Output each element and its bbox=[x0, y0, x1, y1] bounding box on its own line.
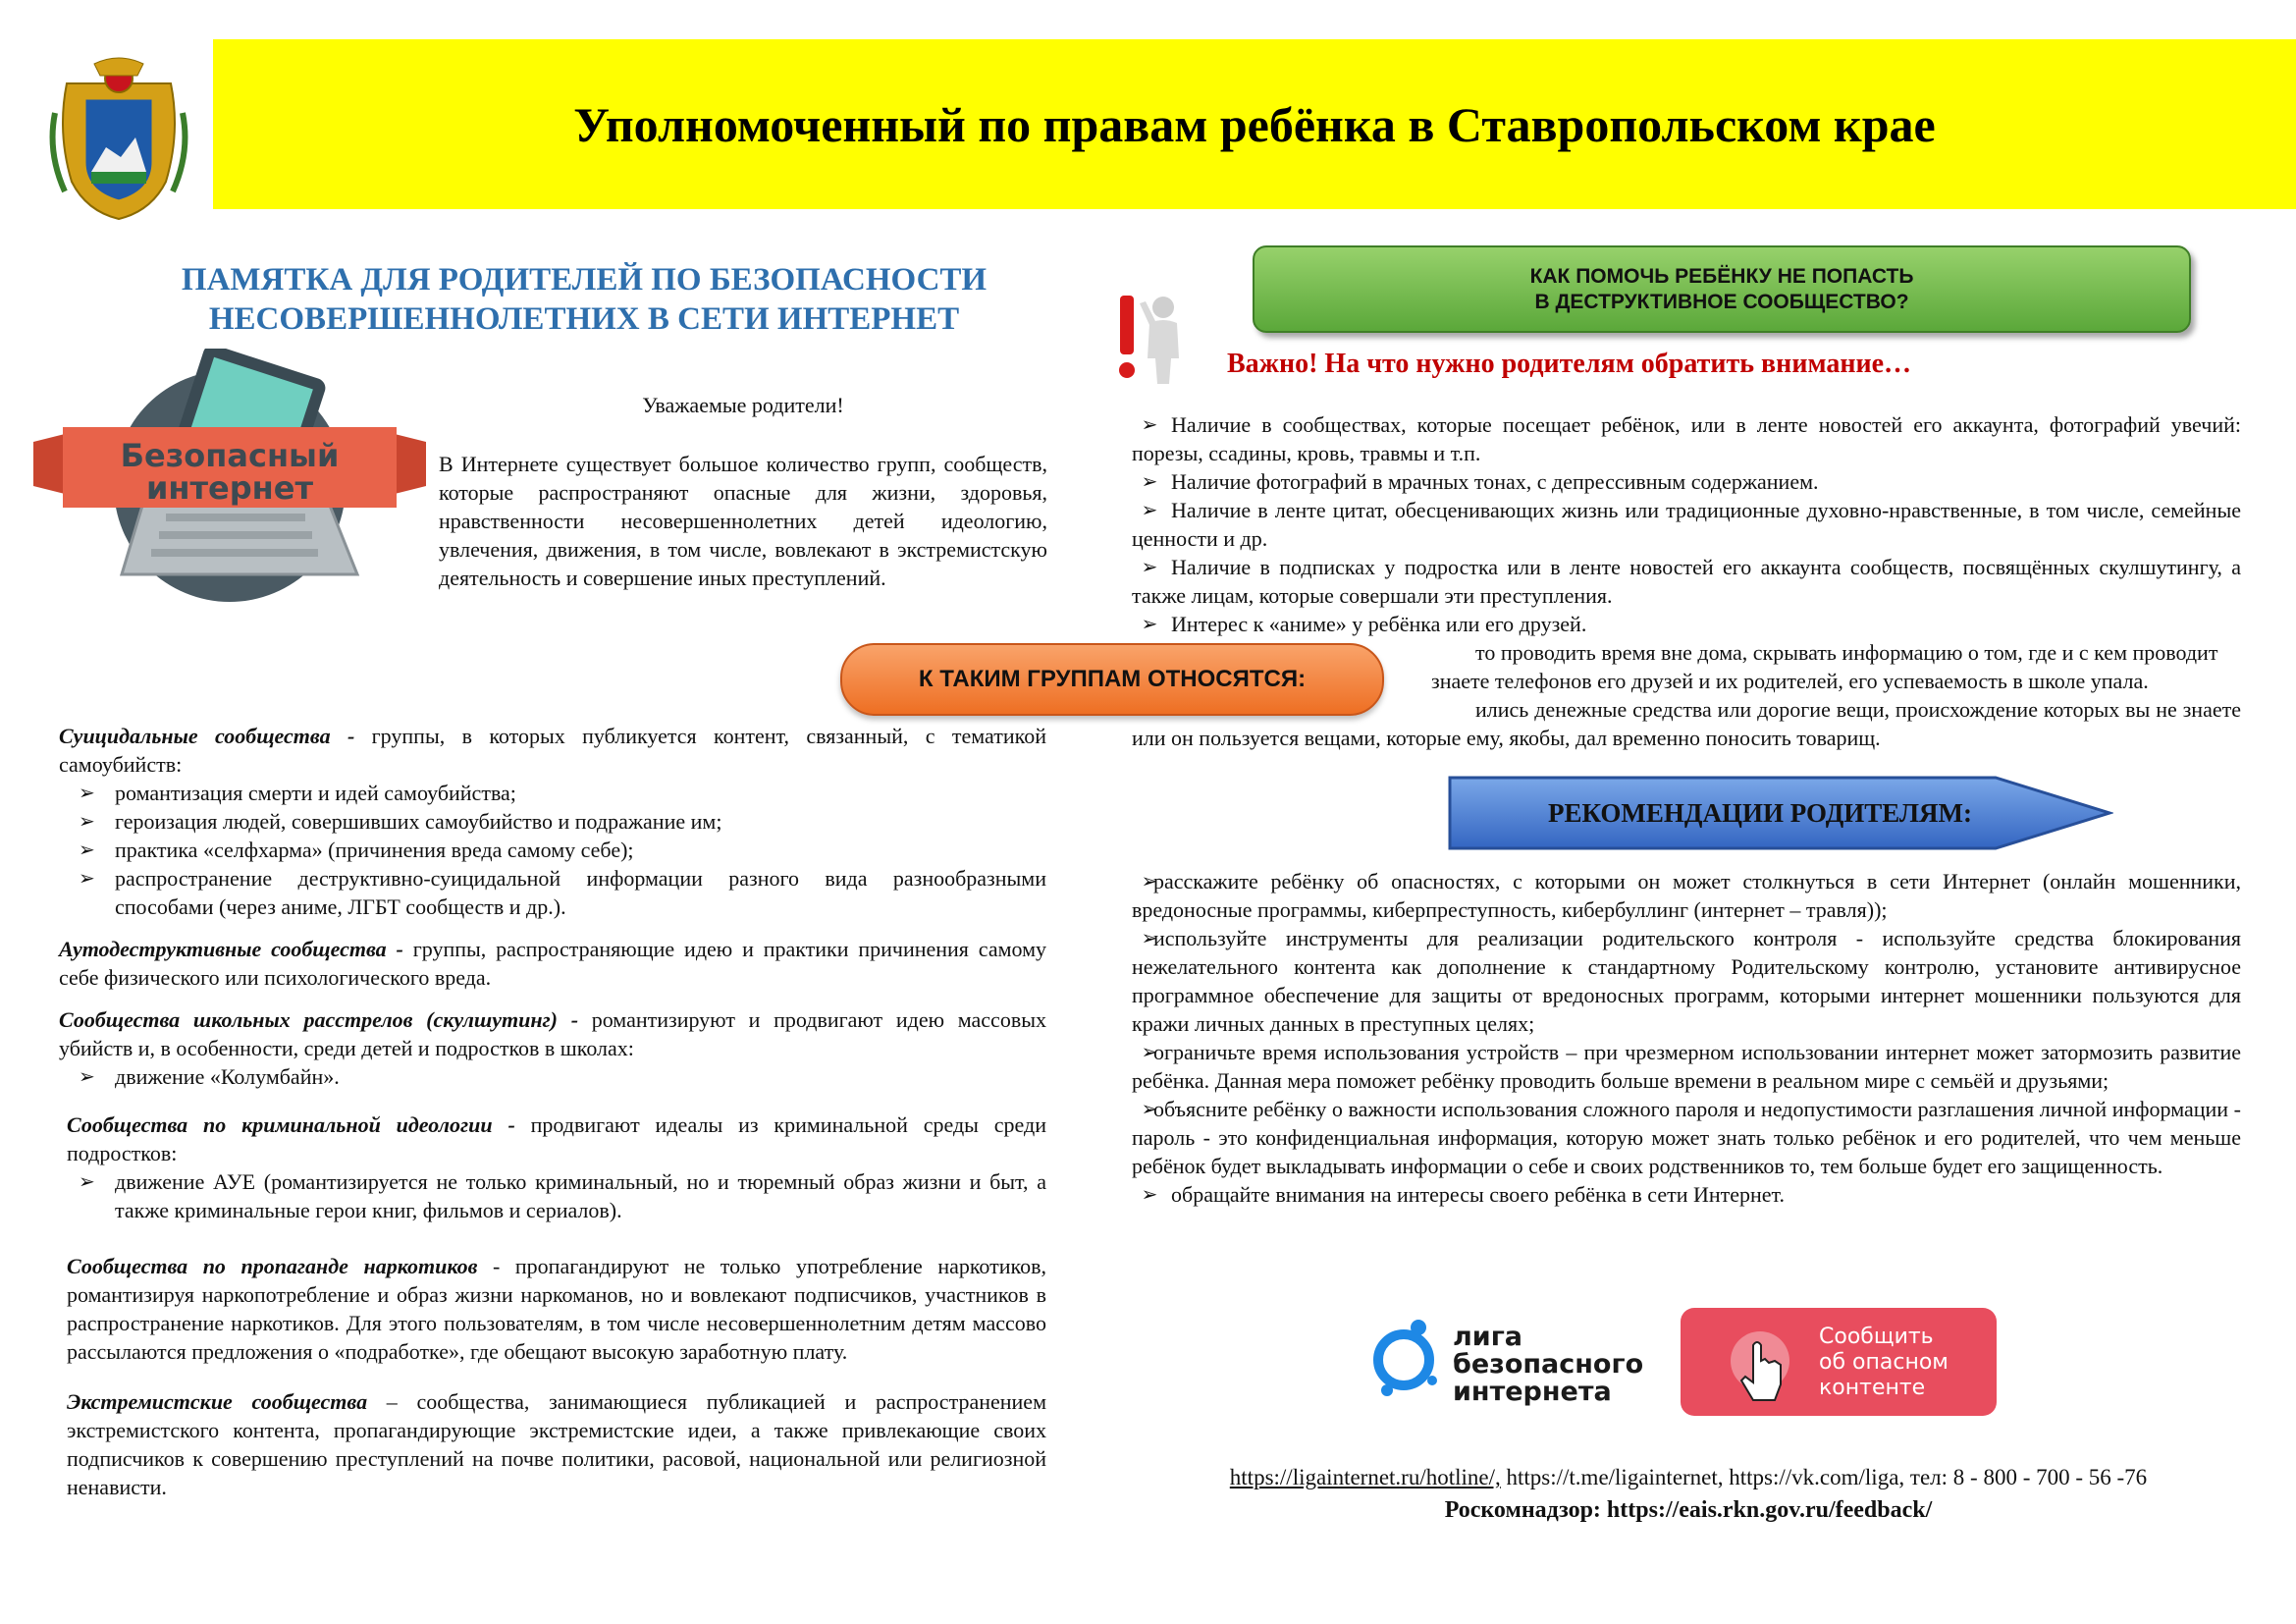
section-autodestructive bbox=[59, 935, 1046, 992]
safe-internet-logo bbox=[33, 349, 426, 614]
recommendations-title: РЕКОМЕНДАЦИИ РОДИТЕЛЯМ: bbox=[1547, 797, 1973, 828]
section-desc: группы, распространяющие идею и практики причинения самому себе физического или психологического вреда. bbox=[59, 937, 1047, 990]
section-drugs bbox=[59, 1252, 1046, 1366]
hotline-link[interactable]: https://ligainternet.ru/hotline/, bbox=[1229, 1465, 1501, 1489]
section-desc: продвигают идеалы из криминальной среды среди подростков: bbox=[67, 1112, 1046, 1165]
liga-line1: лига bbox=[1453, 1322, 1523, 1352]
list-item: ➢ то проводить время вне дома, скрывать информацию о том, где и с кем проводит bbox=[1132, 638, 2241, 667]
criminal-items bbox=[59, 1167, 1046, 1224]
list-item: ➢ движение АУЕ (романтизируется не только криминальный, но и тюремный образ жизни и быт, а также криминальные герои книг, фильмов и сериалов). bbox=[59, 1167, 1046, 1224]
section-term: Сообщества по пропаганде наркотиков bbox=[67, 1254, 478, 1278]
list-item: ➢ Наличие в подписках у подростка или в ленте новостей его аккаунта сообществ, посвящённых скулшутингу, а также лицам, которые совершали эти преступления. bbox=[1132, 553, 2241, 610]
intro-paragraph: В Интернете существует большое количество групп, сообществ, которые распространяют опасные для жизни, здоровья, нравственности несовершеннолетних детей идеологию, увлечения, движения, в том числе, вовлекают в экстремистскую деятельность и совершение иных преступлений. bbox=[439, 452, 1047, 590]
report-line3: контенте bbox=[1819, 1376, 1926, 1400]
contact-links bbox=[1129, 1465, 2248, 1490]
important-heading: Важно! На что нужно родителям обратить внимание… bbox=[1227, 349, 1912, 379]
how-to-help-banner bbox=[1253, 245, 2191, 333]
section-term: Суицидальные сообщества - bbox=[59, 724, 355, 748]
memo-title bbox=[59, 260, 1109, 339]
report-line2: об опасном bbox=[1819, 1350, 1949, 1375]
list-item: ➢ Наличие в сообществах, которые посещает ребёнок, или в ленте новостей его аккаунта, фотографий увечий: порезы, ссадины, кровь, травмы и т.п. bbox=[1132, 410, 2241, 467]
list-item: ➢ романтизация смерти и идей самоубийства; bbox=[59, 779, 1046, 807]
liga-line3: интернета bbox=[1453, 1377, 1612, 1407]
section-criminal bbox=[59, 1110, 1046, 1167]
section-desc: - пропагандируют не только употребление наркотиков, романтизируя наркопотребление и образ жизни наркоманов, но и вовлекают подписчиков, участников в распространение наркотиков. Для этого пользователям, в том числе несовершеннолетним детям массово рассылаются предложения о «подработке», где обещают высокую заработную плату. bbox=[67, 1254, 1046, 1364]
list-item: ➢ героизация людей, совершивших самоубийство и подражание им; bbox=[59, 807, 1046, 836]
section-term: Сообщества по криминальной идеологии - bbox=[67, 1112, 515, 1137]
list-item: ➢ Интерес к «аниме» у ребёнка или его друзей. bbox=[1132, 610, 2241, 638]
suicidal-items bbox=[59, 779, 1046, 921]
section-school-shooting bbox=[59, 1005, 1046, 1062]
list-item: ➢ ились денежные средства или дорогие вещи, происхождение которых вы не знаете или он пользуется вещами, которые ему, якобы, дал временно поносить товарищ. bbox=[1132, 695, 2241, 752]
list-item: ➢ Наличие фотографий в мрачных тонах, с депрессивным содержанием. bbox=[1132, 467, 2241, 496]
section-term: Сообщества школьных расстрелов (скулшутинг) - bbox=[59, 1007, 579, 1032]
section-desc: группы, в которых публикуется контент, связанный, с тематикой самоубийств: bbox=[59, 724, 1046, 777]
page-title: Уполномоченный по правам ребёнка в Ставропольском крае bbox=[573, 96, 1936, 152]
list-item: ➢ обращайте внимания на интересы своего ребёнка в сети Интернет. bbox=[1132, 1180, 2241, 1209]
liga-logo bbox=[1369, 1306, 1644, 1414]
other-links[interactable]: https://t.me/ligainternet, https://vk.com/liga, тел: 8 - 800 - 700 - 56 -76 bbox=[1500, 1465, 2148, 1489]
memo-title-line2: НЕСОВЕРШЕННОЛЕТНИХ В СЕТИ ИНТЕРНЕТ bbox=[208, 301, 960, 337]
section-term: Экстремистские сообщества bbox=[67, 1389, 368, 1414]
list-item: ➢ распространение деструктивно-суицидальной информации разного вида разнообразными способами (через аниме, ЛГБТ сообществ и др.). bbox=[59, 864, 1046, 921]
section-suicidal bbox=[59, 722, 1046, 779]
section-extremist bbox=[59, 1387, 1046, 1501]
list-item: ➢ расскажите ребёнку об опасностях, с которыми он может столкнуться в сети Интернет (онлайн мошенники, вредоносные программы, киберпреступность, кибербуллинг (интернет – травля)); bbox=[1132, 867, 2241, 924]
rkn-feedback-link[interactable]: Роскомнадзор: https://eais.rkn.gov.ru/feedback/ bbox=[1444, 1497, 1933, 1523]
list-item: ➢ практика «селфхарма» (причинения вреда самому себе); bbox=[59, 836, 1046, 864]
logo-text-line1: Безопасный bbox=[120, 437, 340, 474]
groups-list bbox=[59, 722, 1046, 1501]
list-item: ➢ ограничьте время использования устройств – при чрезмерном использовании интернет может затормозить развитие ребёнка. Данная мера поможет ребёнку проводить больше времени в реальном мире с семьёй и друзьями; bbox=[1132, 1038, 2241, 1095]
list-item: ➢ знаете телефонов его друзей и их родителей, его успеваемость в школе упала. bbox=[1132, 667, 2241, 695]
liga-line2: безопасного bbox=[1453, 1349, 1644, 1380]
section-term: Аутодеструктивные сообщества - bbox=[59, 937, 403, 961]
groups-pill-label: К ТАКИМ ГРУППАМ ОТНОСЯТСЯ: bbox=[840, 643, 1384, 716]
list-item: ➢ Наличие в ленте цитат, обесценивающих жизнь или традиционные духовно-нравственные, в том числе, семейные ценности и др. bbox=[1132, 496, 2241, 553]
banner-line2: В ДЕСТРУКТИВНОЕ СООБЩЕСТВО? bbox=[1534, 290, 1909, 313]
banner-line1: КАК ПОМОЧЬ РЕБЁНКУ НЕ ПОПАСТЬ bbox=[1529, 264, 1914, 288]
memo-title-line1: ПАМЯТКА ДЛЯ РОДИТЕЛЕЙ ПО БЕЗОПАСНОСТИ bbox=[181, 262, 988, 298]
recommendations-list bbox=[1132, 867, 2241, 1209]
section-desc: – сообщества, занимающиеся публикацией и распространением экстремистского контента, пропагандирующие экстремистские идеи, а также привлекающие своих подписчиков к совершению преступлений на почве политики, расовой, национальной или религиозной ненависти. bbox=[67, 1389, 1046, 1499]
section-desc: романтизируют и продвигают идею массовых убийств и, в особенности, среди детей и подростков в школах: bbox=[59, 1007, 1046, 1060]
report-content-button[interactable] bbox=[1677, 1304, 2001, 1420]
list-item: ➢ используйте инструменты для реализации родительского контроля - используйте средства блокирования нежелательного контента как дополнение к стандартному Родительскому контролю, установите антивирусное программное обеспечение для защиты от вредоносных программ, которыми интернет мошенники пользуются для кражи личных данных в преступных целях; bbox=[1132, 924, 2241, 1038]
school-shooting-items bbox=[59, 1062, 1046, 1091]
warning-person-icon bbox=[1114, 290, 1193, 388]
coat-of-arms-icon bbox=[47, 54, 190, 221]
report-line1: Сообщить bbox=[1819, 1325, 1934, 1349]
list-item: ➢ движение «Колумбайн». bbox=[59, 1062, 1046, 1091]
greeting: Уважаемые родители! bbox=[642, 393, 844, 417]
logo-text-line2: интернет bbox=[145, 469, 314, 507]
list-item: ➢ объясните ребёнку о важности использования сложного пароля и недопустимости разглашения личной информации - пароль - это конфиденциальная информация, которую может знать только ребёнок и его родителей, что чем меньше ребёнок будет выкладывать информации о себе и своих родственников то, тем больше будет его защищенность. bbox=[1132, 1095, 2241, 1180]
